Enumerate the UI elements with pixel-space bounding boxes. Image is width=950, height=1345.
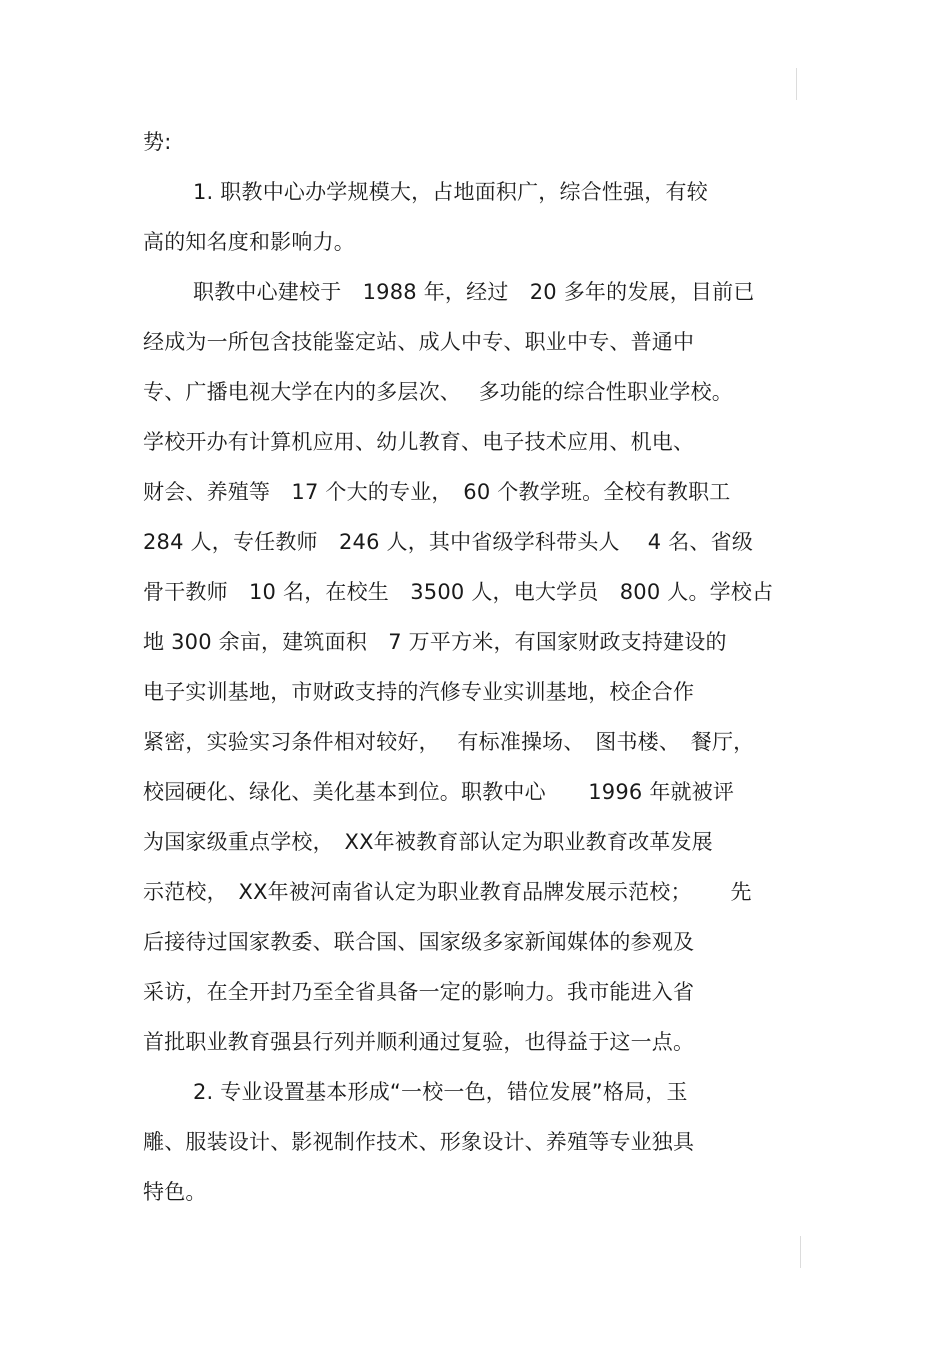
text-line: 经成为一所包含技能鉴定站、成人中专、职业中专、普通中 bbox=[143, 330, 695, 354]
margin-mark-bottom bbox=[800, 1236, 801, 1268]
text-line: 专、广播电视大学在内的多层次、 多功能的综合性职业学校。 bbox=[143, 380, 733, 404]
text-line: 284 人，专任教师 246 人，其中省级学科带头人 4 名、省级 bbox=[143, 530, 754, 554]
text-line: 高的知名度和影响力。 bbox=[143, 230, 355, 254]
text-line: 职教中心建校于 1988 年，经过 20 多年的发展，目前已 bbox=[193, 280, 755, 304]
text-line: 特色。 bbox=[143, 1180, 207, 1204]
text-line: 势: bbox=[143, 130, 172, 154]
text-line: 为国家级重点学校， XX年被教育部认定为职业教育改革发展 bbox=[143, 830, 713, 854]
text-line: 雕、服装设计、影视制作技术、形象设计、养殖等专业独具 bbox=[143, 1130, 695, 1154]
text-line: 紧密，实验实习条件相对较好， 有标准操场、 图书楼、 餐厅， bbox=[143, 730, 755, 754]
text-line: 校园硬化、绿化、美化基本到位。职教中心 1996 年就被评 bbox=[143, 780, 735, 804]
text-line: 后接待过国家教委、联合国、国家级多家新闻媒体的参观及 bbox=[143, 930, 695, 954]
text-line: 骨干教师 10 名，在校生 3500 人，电大学员 800 人。学校占 bbox=[143, 580, 774, 604]
margin-mark-top bbox=[796, 68, 797, 100]
text-line: 示范校， XX年被河南省认定为职业教育品牌发展示范校； 先 bbox=[143, 880, 752, 904]
text-line: 1. 职教中心办学规模大，占地面积广，综合性强，有较 bbox=[193, 180, 708, 204]
text-line: 地 300 余亩，建筑面积 7 万平方米，有国家财政支持建设的 bbox=[143, 630, 727, 654]
text-line: 财会、养殖等 17 个大的专业， 60 个教学班。全校有教职工 bbox=[143, 480, 731, 504]
text-line: 电子实训基地，市财政支持的汽修专业实训基地，校企合作 bbox=[143, 680, 695, 704]
text-line: 2. 专业设置基本形成“一校一色，错位发展”格局，玉 bbox=[193, 1080, 688, 1104]
text-line: 学校开办有计算机应用、幼儿教育、电子技术应用、机电、 bbox=[143, 430, 695, 454]
text-line: 首批职业教育强县行列并顺利通过复验，也得益于这一点。 bbox=[143, 1030, 695, 1054]
text-line: 采访，在全开封乃至全省具备一定的影响力。我市能进入省 bbox=[143, 980, 695, 1004]
